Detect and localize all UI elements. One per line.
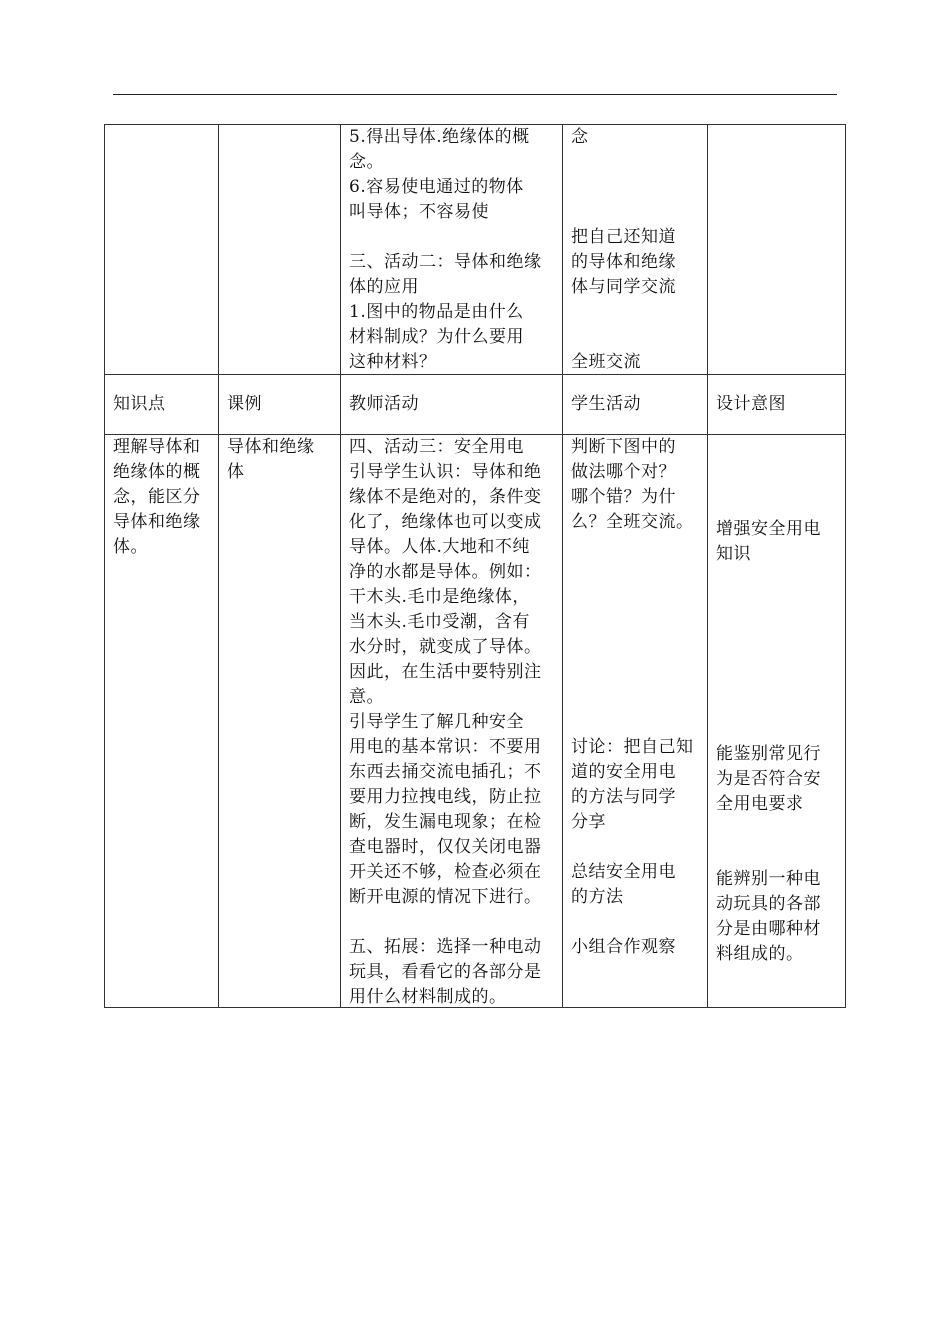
cell-line: 的方法与同学 [571,787,676,807]
table-border [845,124,846,1007]
cell-line: 水分时，就变成了导体。 [349,637,542,657]
cell-line: 要用力拉拽电线，防止拉 [349,787,542,807]
cell-line [571,685,694,710]
cell-line: 绝缘体的概 [113,462,201,482]
cell-line [571,610,694,635]
cell-line: 体的应用 [349,277,419,297]
cell-line: 导体。人体.大地和不纯 [349,537,530,557]
cell-line: 念，能区分 [113,487,201,507]
cell-line: 用什么材料制成的。 [349,987,507,1007]
cell-design [707,442,821,967]
cell-line [571,300,676,325]
cell-line: 6.容易使电通过的物体 [349,177,524,197]
cell-line: 五、拓展：选择一种电动 [349,937,542,957]
header-label: 教师活动 [349,394,419,414]
cell-line: 分享 [571,812,606,832]
cell-student [562,435,694,960]
cell-line: 的方法 [571,887,624,907]
cell-line: 道的安全用电 [571,762,676,782]
header-student [562,392,641,417]
cell-line [716,442,821,467]
cell-student-continued [562,125,676,375]
cell-line: 体。 [113,537,148,557]
cell-line: 增强安全用电 [716,519,821,539]
cell-line: 叫导体；不容易使 [349,202,489,222]
cell-line: 四、活动三：安全用电 [349,437,524,457]
cell-knowledge [104,435,201,560]
table-border [218,124,219,1007]
cell-line: 做法哪个对？ [571,462,676,482]
cell-line: 断开电源的情况下进行。 [349,887,542,907]
cell-line: 断，发生漏电现象；在检 [349,812,542,832]
table-border [104,124,105,1007]
cell-line [716,467,821,492]
cell-line: 三、活动二：导体和绝缘 [349,252,542,272]
cell-line [349,225,542,250]
cell-line: 东西去捅交流电插孔；不 [349,762,542,782]
cell-line: 全班交流 [571,352,641,372]
cell-line: 把自己还知道 [571,227,676,247]
cell-line [349,910,542,935]
cell-line [716,842,821,867]
cell-line: 料组成的。 [716,944,804,964]
cell-line: 查电器时，仅仅关闭电器 [349,837,542,857]
cell-line [716,592,821,617]
header-example [218,392,262,417]
cell-teacher-continued [340,125,542,375]
cell-line [716,817,821,842]
cell-line: 分是由哪种材 [716,919,821,939]
cell-line: 净的水都是导体。例如： [349,562,542,582]
cell-line: 导体和绝缘 [113,512,201,532]
cell-line [571,325,676,350]
cell-line [571,635,694,660]
cell-line: 引导学生了解几种安全 [349,712,524,732]
cell-line: 这种材料？ [349,352,437,372]
cell-line: 化了，绝缘体也可以变成 [349,512,542,532]
header-label: 知识点 [113,394,166,414]
cell-line: 当木头.毛巾受潮，含有 [349,612,530,632]
cell-line: 开关还不够，检查必须在 [349,862,542,882]
cell-line: 因此，在生活中要特别注 [349,662,542,682]
header-label: 学生活动 [571,394,641,414]
cell-line: 念。 [349,152,384,172]
cell-line [716,717,821,742]
cell-line [571,175,676,200]
cell-line [571,535,694,560]
header-teacher [340,392,419,417]
cell-line: 知识 [716,544,751,564]
cell-line: 全用电要求 [716,794,804,814]
cell-line [571,910,694,935]
cell-teacher [340,435,542,1010]
cell-line: 体 [227,462,245,482]
cell-line [716,642,821,667]
cell-line [571,200,676,225]
cell-line: 用电的基本常识：不要用 [349,737,542,757]
cell-line [571,585,694,610]
cell-line [571,660,694,685]
cell-line: 引导学生认识：导体和绝 [349,462,542,482]
cell-line: 念 [571,127,589,147]
cell-line: 体与同学交流 [571,277,676,297]
cell-line: 总结安全用电 [571,862,676,882]
cell-line: 导体和绝缘 [227,437,315,457]
cell-line [571,560,694,585]
cell-line: 小组合作观察 [571,937,676,957]
cell-line: 哪个错？为什 [571,487,676,507]
header-design [707,392,786,417]
cell-line: 干木头.毛巾是绝缘体， [349,587,530,607]
cell-line: 讨论：把自己知 [571,737,694,757]
header-rule [113,94,837,95]
cell-line: 理解导体和 [113,437,201,457]
cell-line: 5.得出导体.绝缘体的概 [349,127,530,147]
header-label: 设计意图 [716,394,786,414]
cell-line [716,667,821,692]
cell-example [218,435,315,485]
cell-line: 能辨别一种电 [716,869,821,889]
cell-line [571,710,694,735]
cell-line [716,567,821,592]
cell-line [716,692,821,717]
cell-line: 为是否符合安 [716,769,821,789]
cell-line: 能鉴别常见行 [716,744,821,764]
cell-line [571,835,694,860]
cell-line [716,492,821,517]
cell-line: 材料制成？为什么要用 [349,327,524,347]
cell-line: 缘体不是绝对的，条件变 [349,487,542,507]
cell-line: 动玩具的各部 [716,894,821,914]
cell-line [716,617,821,642]
cell-line: 玩具，看看它的各部分是 [349,962,542,982]
cell-line: 意。 [349,687,384,707]
cell-line: 么？全班交流。 [571,512,694,532]
header-label: 课例 [227,394,262,414]
cell-line: 1.图中的物品是由什么 [349,302,524,322]
cell-line: 的导体和绝缘 [571,252,676,272]
cell-line: 判断下图中的 [571,437,676,457]
cell-line [571,150,676,175]
header-knowledge [104,392,166,417]
